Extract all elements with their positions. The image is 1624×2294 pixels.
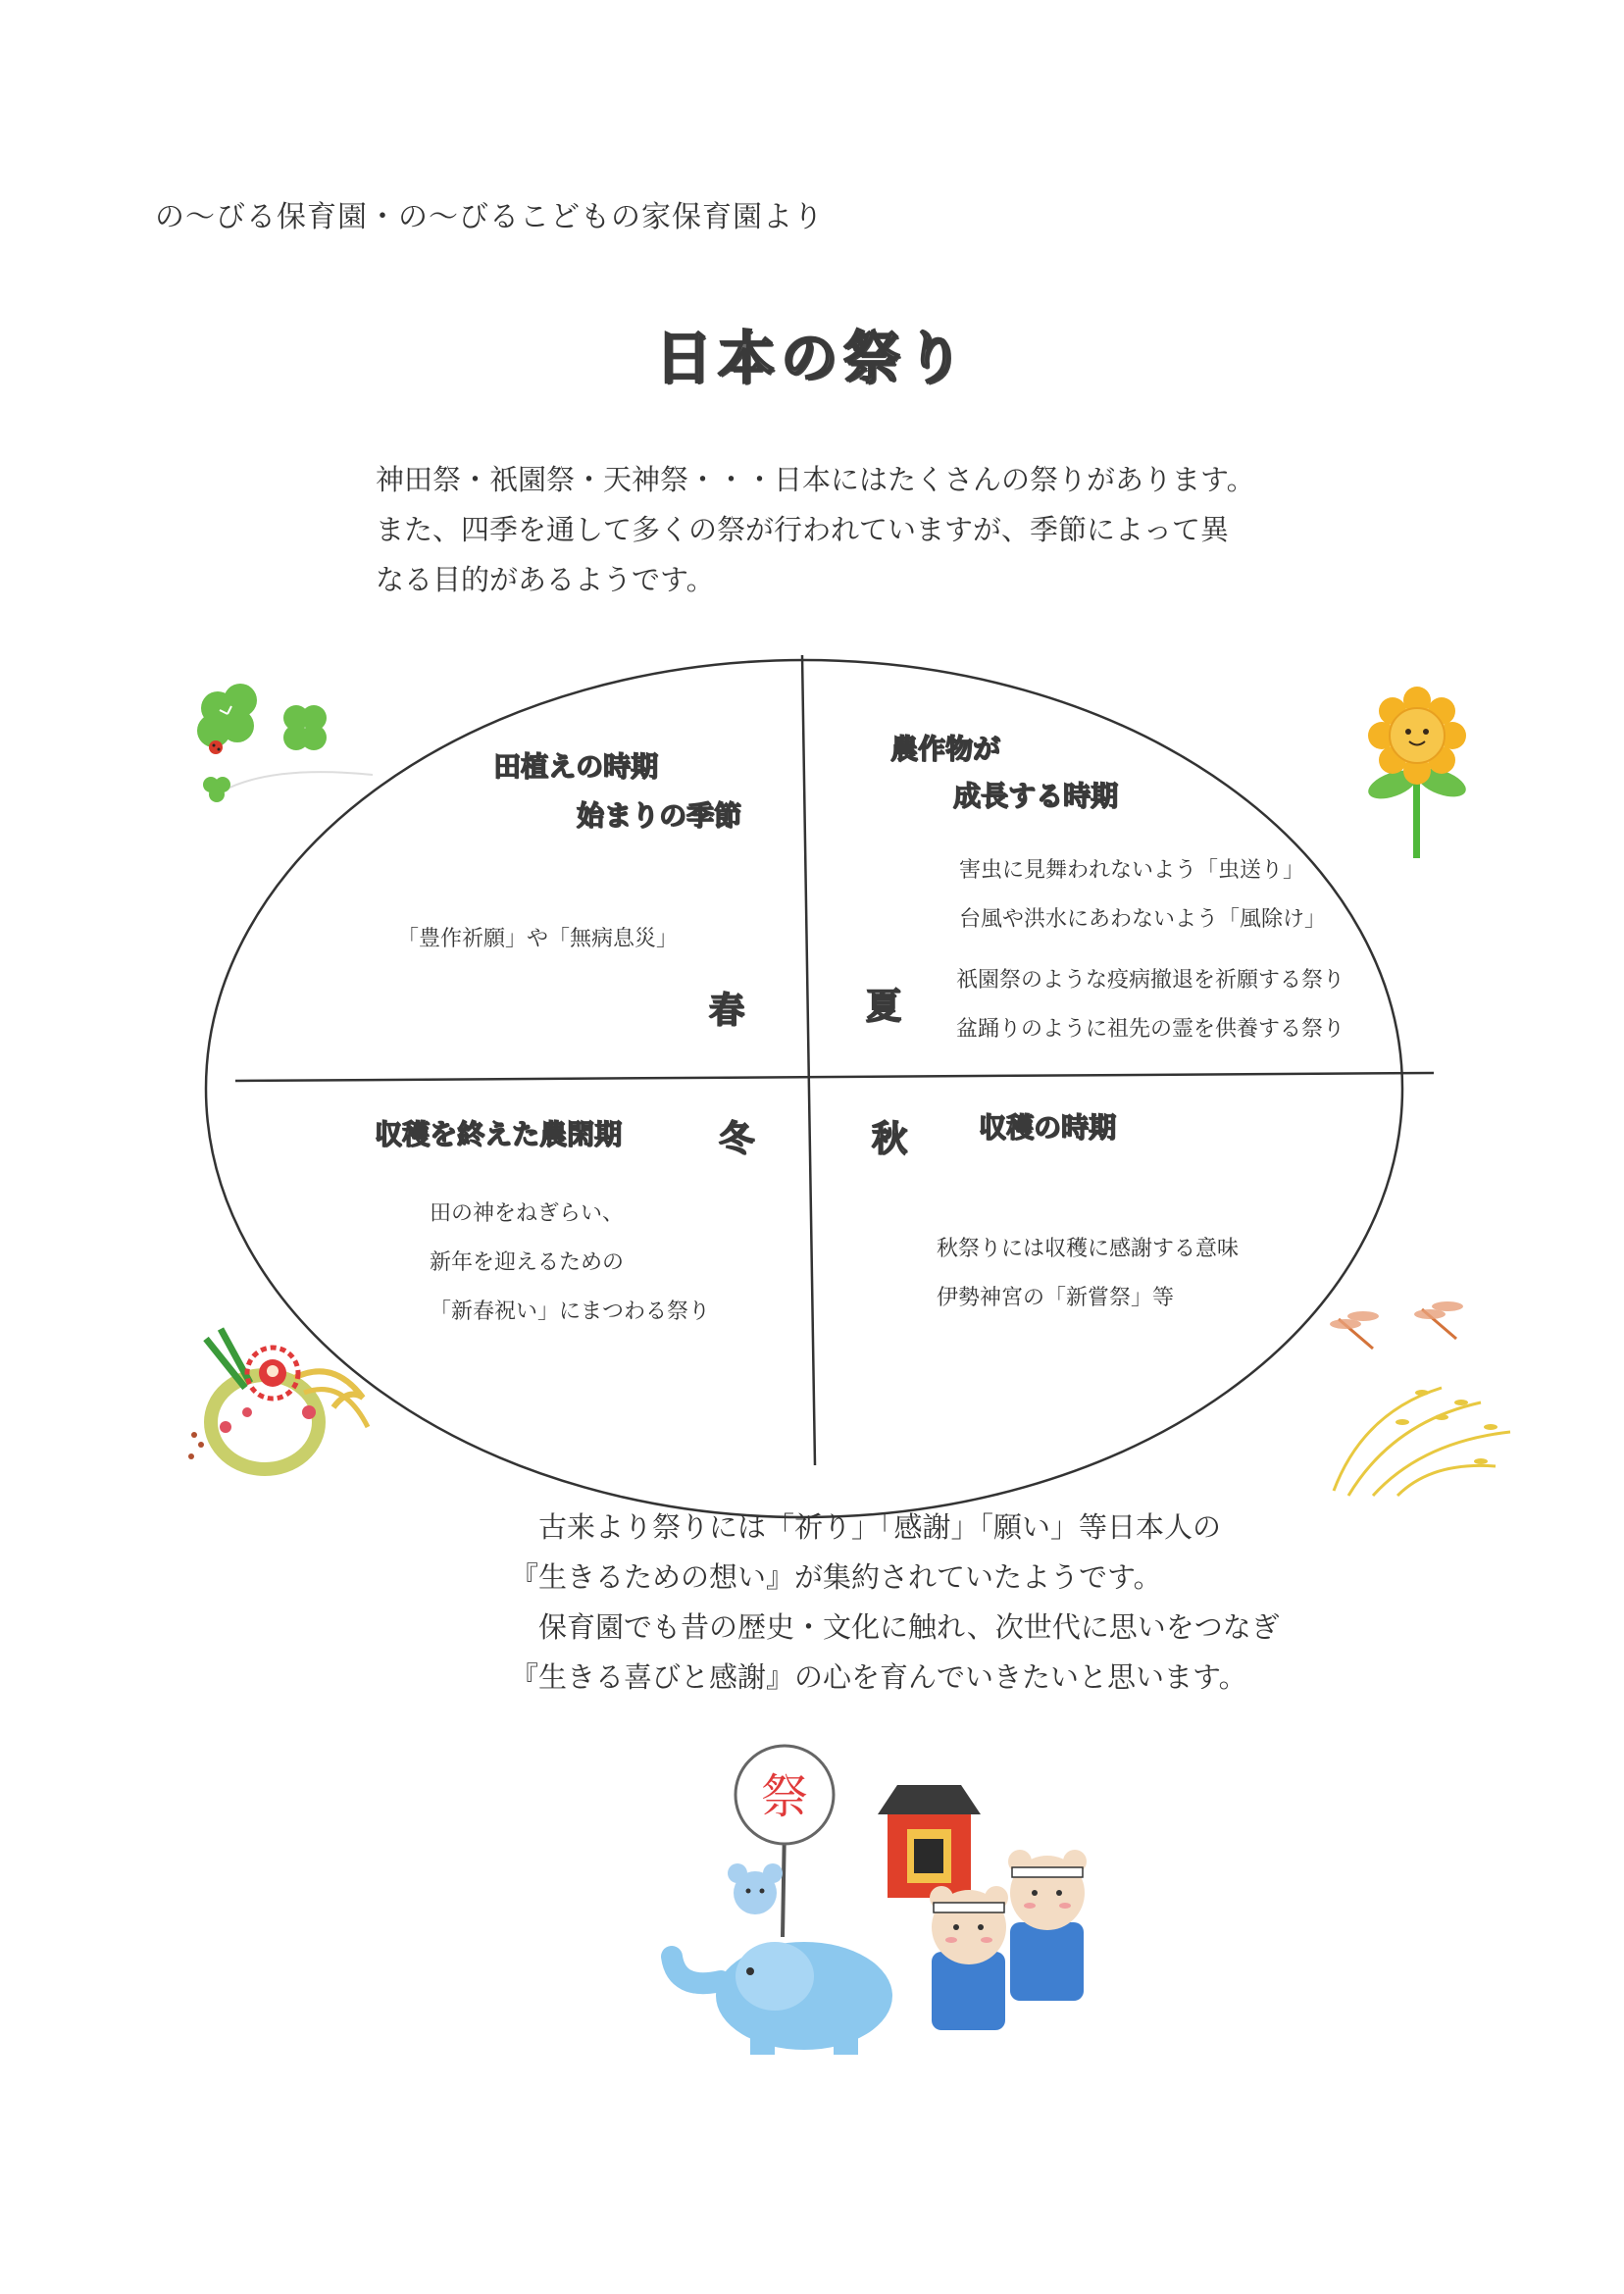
spring-heading-2: 始まりの季節 (577, 799, 742, 832)
summer-text-4: 盆踊りのように祖先の霊を供養する祭り (956, 1017, 1345, 1042)
horizontal-divider (235, 1073, 1434, 1081)
spring-heading-1: 田植えの時期 (493, 750, 659, 783)
season-winter: 冬 (719, 1119, 755, 1159)
festival-fan-text: 祭 (760, 1769, 809, 1824)
vertical-divider (802, 655, 815, 1465)
winter-text-2: 新年を迎えるための (430, 1250, 625, 1275)
winter-text-3: 「新春祝い」にまつわる祭り (430, 1300, 711, 1324)
closing-line: 『生きる喜びと感謝』の心を育んでいきたいと思います。 (510, 1660, 1247, 1694)
autumn-text-2: 伊勢神宮の「新嘗祭」等 (937, 1286, 1175, 1310)
intro-line: また、四季を通して多くの祭が行われていますが、季節によって異 (376, 513, 1230, 546)
closing-paragraph (510, 1503, 1280, 1703)
autumn-heading: 収穫の時期 (979, 1111, 1117, 1144)
closing-line: 古来より祭りには「祈り」「感謝」「願い」等日本人の (510, 1510, 1222, 1544)
intro-line: 神田祭・祇園祭・天神祭・・・日本にはたくさんの祭りがあります。 (376, 463, 1255, 496)
page-title: 日本の祭り (654, 325, 969, 391)
summer-heading-1: 農作物が (890, 733, 1001, 765)
festival-animals-icon (657, 1746, 1108, 2060)
intro-line: なる目的があるようです。 (376, 563, 715, 596)
sender-line: の〜びる保育園・の〜びるこどもの家保育園より (155, 200, 824, 234)
clover-icon (186, 677, 382, 824)
summer-heading-2: 成長する時期 (953, 780, 1119, 812)
closing-line: 保育園でも昔の歴史・文化に触れ、次世代に思いをつなぎ (510, 1610, 1280, 1644)
dragonfly-rice-icon (1324, 1295, 1520, 1501)
autumn-text-1: 秋祭りには収穫に感謝する意味 (937, 1237, 1240, 1261)
closing-line: 『生きるための想い』が集約されていたようです。 (510, 1560, 1162, 1594)
summer-text-1: 害虫に見舞われないよう「虫送り」 (959, 858, 1305, 883)
winter-heading: 収穫を終えた農閑期 (375, 1118, 623, 1150)
season-summer: 夏 (866, 987, 902, 1027)
summer-text-3: 祇園祭のような疫病撤退を祈願する祭り (956, 968, 1345, 993)
summer-text-2: 台風や洪水にあわないよう「風除け」 (959, 907, 1327, 932)
winter-text-1: 田の神をねぎらい、 (430, 1201, 625, 1226)
spring-text: 「豊作祈願」や「無病息災」 (397, 927, 679, 951)
season-autumn: 秋 (872, 1119, 908, 1159)
new-year-wreath-icon (186, 1319, 373, 1491)
sunflower-icon (1353, 687, 1481, 863)
season-spring: 春 (709, 991, 745, 1031)
